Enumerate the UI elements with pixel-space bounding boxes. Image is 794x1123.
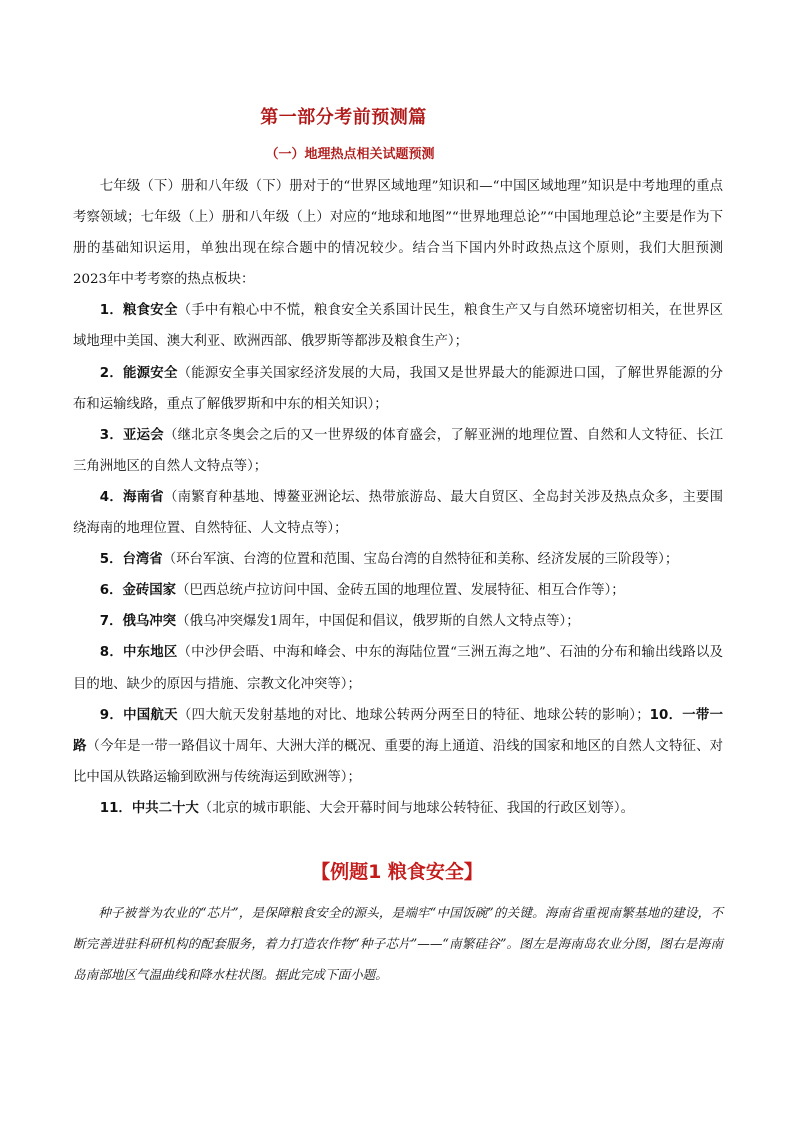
hotspot-title: 一带一路 — [73, 707, 724, 754]
hotspot-num: 5． — [99, 552, 123, 568]
hotspot-num: 10． — [649, 707, 683, 723]
example-title: 【例题1 粮食安全】 — [311, 861, 483, 883]
hotspot-num: 7． — [99, 614, 123, 630]
hotspot-title: 俄乌冲突 — [122, 614, 177, 630]
hotspot-desc: （继北京冬奥会之后的又一世界级的体育盛会，了解亚洲的地理位置、自然和人文特征、长江三角洲地区的自然人文特点等）； — [73, 427, 724, 474]
hotspot-num: 11． — [99, 800, 132, 816]
hotspot-item-4 — [73, 482, 723, 544]
hotspot-desc: （手中有粮心中不慌，粮食安全关系国计民生，粮食生产又与自然环境密切相关，在世界区域地理中美国、澳大利亚、欧洲西部、俄罗斯等都涉及粮食生产）； — [73, 303, 724, 350]
hotspot-desc: （北京的城市职能、大会开幕时间与地球公转特征、我国的行政区划等）。 — [198, 800, 634, 816]
hotspot-desc: （南繁育种基地、博鳌亚洲论坛、热带旅游岛、最大自贸区、全岛封关涉及热点众多，主要围绕海南的地理位置、自然特征、人文特点等）； — [73, 489, 724, 537]
hotspot-item-9-10 — [73, 700, 723, 793]
example-text — [73, 897, 723, 990]
hotspot-title: 海南省 — [123, 489, 164, 505]
intro-paragraph: 七年级（下）册和八年级（下）册对于的“世界区域地理”知识和—“中国区域地理”知识是中考地理的重点考察领域；七年级（上）册和八年级（上）对应的“地球和地图”“世界地理总论”“中国地理总论”主要是作为下册的基础知识运用，单独出现在综合题中的情况较少。结合当下国内外时政热点这个原则，我们大胆预测2023年中考考察的热点板块： — [73, 179, 723, 288]
hotspot-desc: （俄乌冲突爆发1周年，中国促和倡议，俄罗斯的自然人文特点等）； — [176, 614, 580, 630]
body-text — [73, 171, 723, 824]
hotspot-item-6 — [73, 575, 723, 606]
section-subtitle: （一）地理热点相关试题预测 — [265, 147, 435, 162]
hotspot-title: 台湾省 — [122, 552, 163, 568]
hotspot-title: 亚运会 — [123, 427, 164, 443]
part-title: 第一部分考前预测篇 — [260, 107, 427, 128]
hotspot-item-3 — [73, 420, 723, 482]
hotspot-item-7 — [73, 606, 723, 637]
hotspot-desc: （中沙伊会晤、中海和峰会、中东的海陆位置“三洲五海之地”、石油的分布和输出线路以及目的地、缺少的原因与措施、宗教文化冲突等）； — [73, 645, 723, 692]
hotspot-num: 2． — [99, 365, 124, 381]
hotspot-num: 4． — [99, 489, 124, 505]
hotspot-item-1 — [73, 295, 723, 357]
hotspot-desc: （环台军演、台湾的位置和范围、宝岛台湾的自然特征和美称、经济发展的三阶段等）； — [162, 552, 679, 568]
hotspot-title: 中东地区 — [122, 645, 178, 661]
hotspot-num: 6． — [99, 583, 123, 599]
hotspot-desc: （能源安全事关国家经济发展的大局，我国又是世界最大的能源进口国，了解世界能源的分布和运输线路，重点了解俄罗斯和中东的相关知识）； — [73, 365, 724, 412]
hotspot-desc: （巴西总统卢拉访问中国、金砖五国的地理位置、发展特征、相互合作等）； — [176, 583, 625, 599]
hotspot-num: 1． — [99, 303, 124, 319]
hotspot-title: 中共二十大 — [131, 800, 199, 816]
hotspot-title: 中国航天 — [123, 707, 178, 723]
hotspot-num: 9． — [99, 707, 124, 723]
hotspot-desc: （四大航天发射基地的对比、地球公转两分两至日的特征、地球公转的影响）； — [177, 707, 650, 723]
hotspot-title: 金砖国家 — [122, 583, 177, 599]
hotspot-num: 8． — [99, 645, 123, 661]
hotspot-num: 3． — [99, 427, 124, 443]
hotspot-desc: （今年是一带一路倡议十周年、大洲大洋的概况、重要的海上通道、沿线的国家和地区的自然人文特征、对比中国从铁路运输到欧洲与传统海运到欧洲等）； — [73, 738, 723, 785]
hotspot-title: 能源安全 — [123, 365, 178, 381]
hotspot-item-5 — [73, 544, 723, 575]
example-paragraph: 种子被誉为农业的“芯片”，是保障粮食安全的源头，是端牢“中国饭碗”的关键。海南省重视南繁基地的建设，不断完善进驻科研机构的配套服务，着力打造农作物“种子芯片”——“南繁硅谷”。图左是海南岛农业分图，图右是海南岛南部地区气温曲线和降水柱状图。据此完成下面小题。 — [73, 905, 723, 982]
hotspot-item-8 — [73, 637, 723, 699]
hotspot-title: 粮食安全 — [123, 303, 178, 319]
hotspot-item-2 — [73, 358, 723, 420]
hotspot-item-11 — [73, 793, 723, 824]
